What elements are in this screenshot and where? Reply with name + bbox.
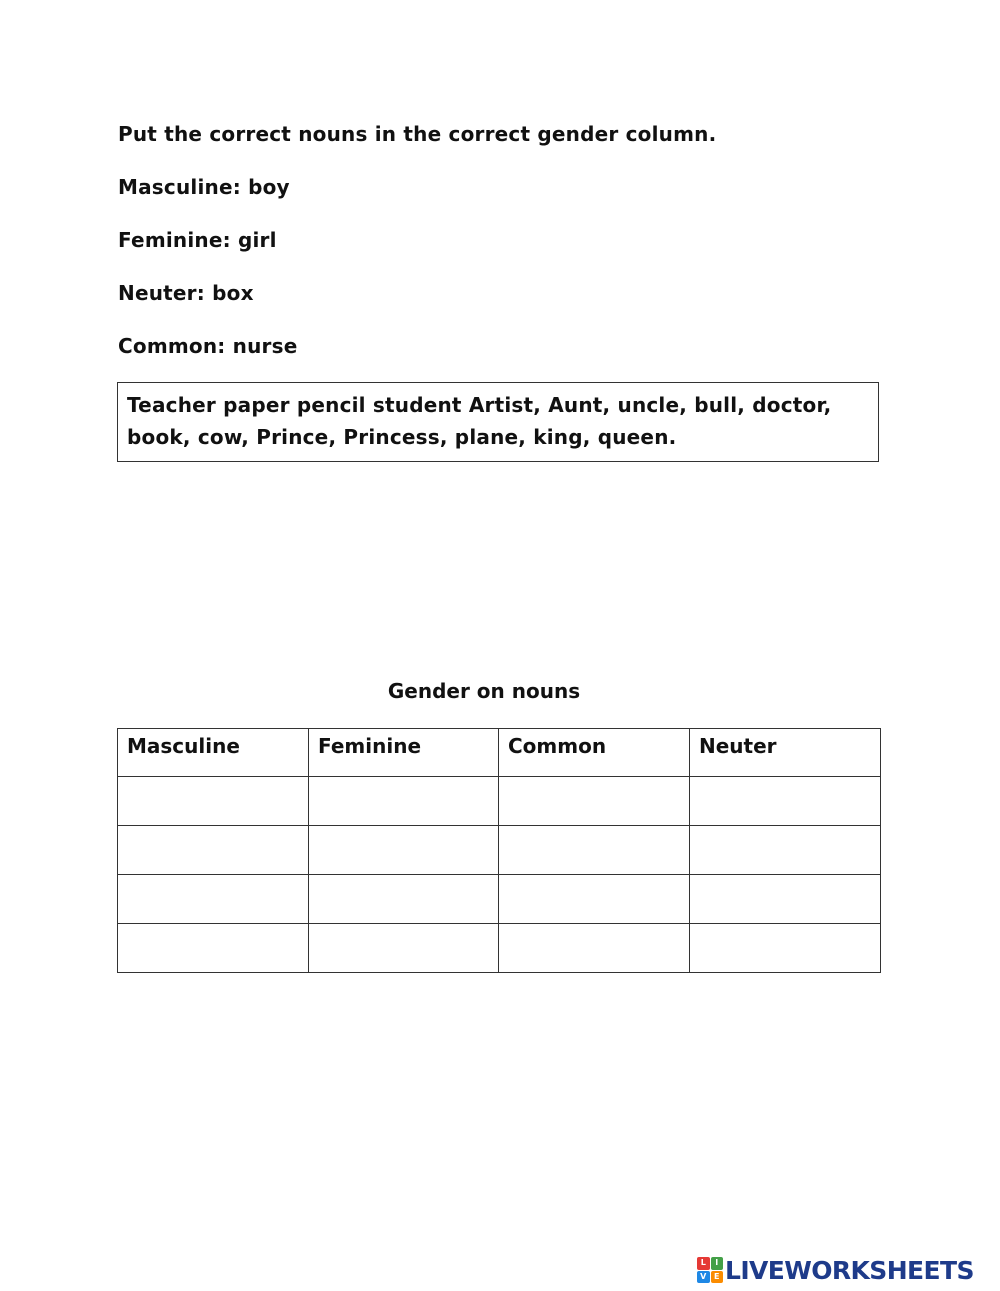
answer-input-masculine[interactable] <box>118 826 308 874</box>
logo-letter: E <box>711 1271 724 1284</box>
answer-input-neuter[interactable] <box>690 826 880 874</box>
answer-input-common[interactable] <box>499 777 689 825</box>
logo-letter: I <box>711 1257 724 1270</box>
answer-input-neuter[interactable] <box>690 777 880 825</box>
answer-input-common[interactable] <box>499 875 689 923</box>
answer-cell <box>690 826 881 875</box>
answer-cell <box>499 826 690 875</box>
example-label: Common: <box>118 334 226 358</box>
example-word: boy <box>248 175 290 199</box>
answer-input-common[interactable] <box>499 924 689 972</box>
example-feminine <box>118 228 277 252</box>
table-row <box>118 924 881 973</box>
answer-cell <box>118 826 309 875</box>
answer-cell <box>499 777 690 826</box>
table-row <box>118 875 881 924</box>
example-label: Feminine: <box>118 228 231 252</box>
example-word: girl <box>237 228 277 252</box>
answer-cell <box>118 924 309 973</box>
word-bank-line: book, cow, Prince, Princess, plane, king, queen. <box>127 425 677 449</box>
example-common <box>118 334 297 358</box>
answer-cell <box>118 777 309 826</box>
instruction-text: Put the correct nouns in the correct gender column. <box>118 122 717 146</box>
table-row <box>118 826 881 875</box>
liveworksheets-logo-icon <box>697 1257 723 1283</box>
answer-input-neuter[interactable] <box>690 875 880 923</box>
answer-cell <box>309 777 499 826</box>
word-bank-box <box>117 382 879 462</box>
answer-cell <box>499 875 690 924</box>
answer-input-masculine[interactable] <box>118 875 308 923</box>
answer-cell <box>118 875 309 924</box>
answer-input-feminine[interactable] <box>309 875 498 923</box>
header-masculine: Masculine <box>118 729 309 777</box>
answer-cell <box>690 875 881 924</box>
liveworksheets-brand <box>697 1255 974 1285</box>
answer-cell <box>309 875 499 924</box>
answer-input-common[interactable] <box>499 826 689 874</box>
answer-input-neuter[interactable] <box>690 924 880 972</box>
answer-input-feminine[interactable] <box>309 777 498 825</box>
table-title: Gender on nouns <box>387 679 581 703</box>
table-row <box>118 777 881 826</box>
example-word: nurse <box>232 334 298 358</box>
header-feminine: Feminine <box>309 729 499 777</box>
example-neuter <box>118 281 254 305</box>
example-masculine <box>118 175 290 199</box>
logo-letter: L <box>697 1257 710 1270</box>
gender-table <box>117 728 881 973</box>
table-header-row <box>118 729 881 777</box>
answer-cell <box>309 826 499 875</box>
answer-input-feminine[interactable] <box>309 924 498 972</box>
example-word: box <box>212 281 254 305</box>
brand-name: LIVEWORKSHEETS <box>725 1255 974 1285</box>
header-neuter: Neuter <box>690 729 881 777</box>
answer-cell <box>309 924 499 973</box>
answer-cell <box>499 924 690 973</box>
answer-cell <box>690 924 881 973</box>
example-label: Masculine: <box>118 175 241 199</box>
header-common: Common <box>499 729 690 777</box>
answer-input-masculine[interactable] <box>118 777 308 825</box>
logo-letter: V <box>697 1271 710 1284</box>
answer-input-masculine[interactable] <box>118 924 308 972</box>
answer-input-feminine[interactable] <box>309 826 498 874</box>
word-bank-line: Teacher paper pencil student Artist, Aunt, uncle, bull, doctor, <box>127 393 832 417</box>
answer-cell <box>690 777 881 826</box>
example-label: Neuter: <box>118 281 205 305</box>
